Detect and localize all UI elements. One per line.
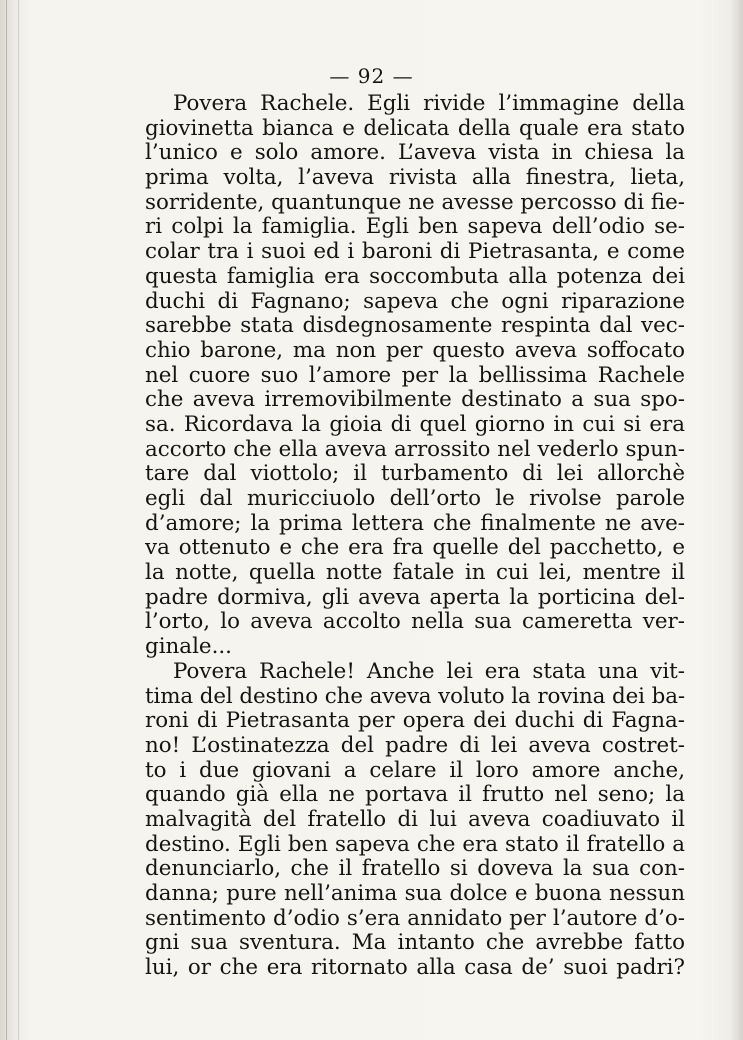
text-line: sorridente, quantunque ne avesse percosso di fie- <box>145 189 685 215</box>
text-line: duchi di Fagnano; sapeva che ogni riparazione <box>145 288 685 314</box>
text-line: roni di Pietrasanta per opera dei duchi di Fagna- <box>145 708 685 734</box>
page-number: — 92 — <box>329 64 414 88</box>
text-line: nel cuore suo l’amore per la bellissima Rachele <box>145 362 685 388</box>
text-line: Povera Rachele! Anche lei era stata una vit- <box>173 658 685 684</box>
text-line: sa. Ricordava la gioia di quel giorno in cui si era <box>145 411 685 437</box>
text-line: d’amore; la prima lettera che finalmente ne ave- <box>145 510 685 536</box>
text-line: questa famiglia era soccombuta alla potenza dei <box>145 263 685 289</box>
text-line: Povera Rachele. Egli rivide l’immagine della <box>173 91 685 116</box>
gutter-shadow <box>6 0 7 1040</box>
text-line: sarebbe stata disdegnosamente respinta dal vec- <box>145 313 685 339</box>
text-line: destino. Egli ben sapeva che era stato il fratello a <box>145 831 685 857</box>
text-line: colar tra i suoi ed i baroni di Pietrasanta, e come <box>145 239 685 265</box>
text-line: va ottenuto e che era fra quelle del pacchetto, e <box>145 535 685 561</box>
text-line: l’orto, lo aveva accolto nella sua cameretta ver- <box>145 609 685 635</box>
text-line: gni sua sventura. Ma intanto che avrebbe fatto <box>145 930 685 956</box>
text-line: ginale... <box>145 634 232 660</box>
text-line: ri colpi la famiglia. Egli ben sapeva dell’odio se- <box>145 214 685 240</box>
text-line: la notte, quella notte fatale in cui lei, mentre il <box>145 560 685 586</box>
text-line: tima del destino che aveva voluto la rovina dei ba- <box>145 683 685 709</box>
text-line: padre dormiva, gli aveva aperta la porticina del- <box>145 584 685 610</box>
text-line: che aveva irremovibilmente destinato a sua spo- <box>145 387 685 413</box>
text-line: denunciarlo, che il fratello si doveva la sua con- <box>145 856 685 882</box>
text-line: tare dal viottolo; il turbamento di lei allorchè <box>145 461 685 487</box>
paragraph-2 <box>145 660 685 981</box>
text-line: giovinetta bianca e delicata della quale era stato <box>145 115 685 141</box>
text-line: accorto che ella aveva arrossito nel vederlo spun- <box>145 436 685 462</box>
body-text <box>145 92 685 981</box>
text-line: sentimento d’odio s’era annidato per l’autore d’o- <box>145 905 685 931</box>
text-line: chio barone, ma non per questo aveva soffocato <box>145 337 685 363</box>
text-line: to i due giovani a celare il loro amore anche, <box>145 757 685 783</box>
gutter-edge <box>18 0 19 1040</box>
text-line: lui, or che era ritornato alla casa de’ suoi padri? <box>145 955 685 981</box>
paragraph-1 <box>145 92 685 660</box>
text-line: l’unico e solo amore. L’aveva vista in chiesa la <box>145 140 685 166</box>
text-line: egli dal muricciuolo dell’orto le rivolse parole <box>145 486 685 511</box>
text-line: quando già ella ne portava il frutto nel seno; la <box>145 782 685 808</box>
text-line: no! L’ostinatezza del padre di lei aveva costret- <box>145 732 685 758</box>
text-line: prima volta, l’aveva rivista alla finestra, lieta, <box>145 165 685 191</box>
text-line: danna; pure nell’anima sua dolce e buona nessun <box>145 881 685 906</box>
text-line: malvagità del fratello di lui aveva coadiuvato il <box>145 806 685 832</box>
